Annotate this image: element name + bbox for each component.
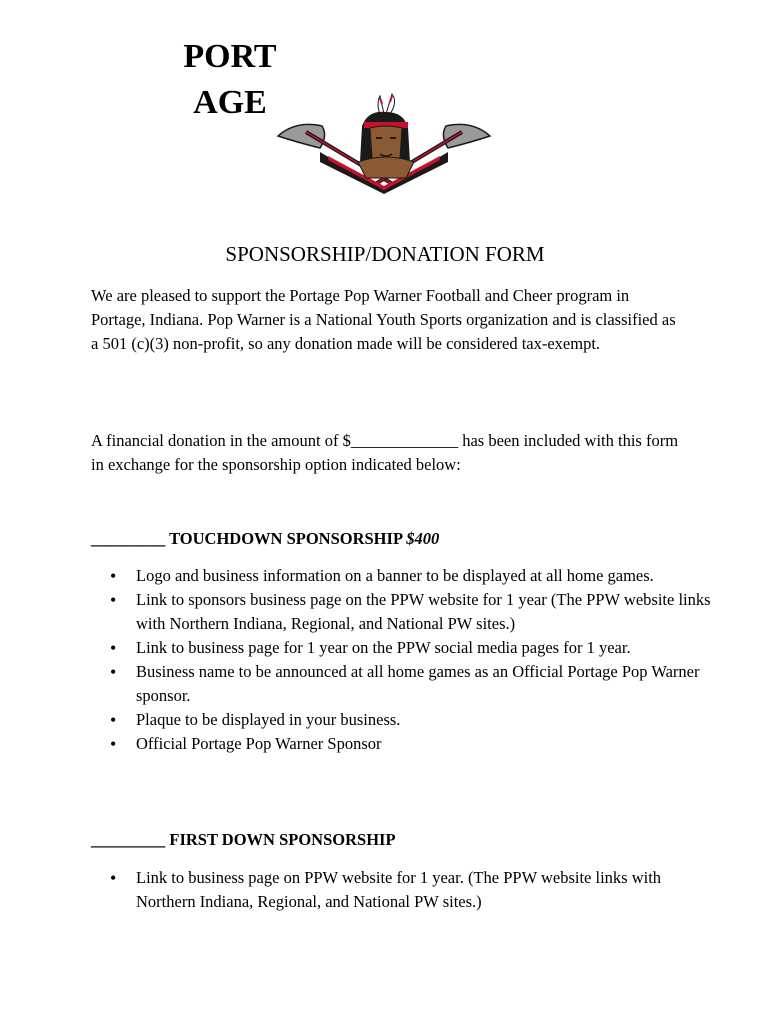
- list-item: • Logo and business information on a banner to be displayed at all home games.: [136, 564, 716, 588]
- intro-paragraph: We are pleased to support the Portage Pop Warner Football and Cheer program in Portage, Indiana. Pop Warner is a National Youth Sports organization and is classified as a 501 (c)(3) non-profit, so any donation made will be considered tax-exempt.: [91, 286, 676, 353]
- first-down-heading: [91, 830, 681, 850]
- logo-title: [180, 34, 280, 126]
- first-down-name: FIRST DOWN SPONSORSHIP: [169, 830, 396, 849]
- list-item: • Link to business page on PPW website for 1 year. (The PPW website links with Northern Indiana, Regional, and National PW sites.): [136, 866, 716, 914]
- list-item: • Business name to be announced at all home games as an Official Portage Pop Warner sponsor.: [136, 660, 716, 708]
- list-item: • Plaque to be displayed in your business.: [136, 708, 716, 732]
- touchdown-name: TOUCHDOWN SPONSORSHIP: [169, 529, 407, 548]
- logo-title-line1: PORT: [183, 38, 277, 75]
- touchdown-heading: [91, 529, 681, 549]
- list-item: • Link to business page for 1 year on the PPW social media pages for 1 year.: [136, 636, 716, 660]
- touchdown-price: $400: [406, 529, 440, 548]
- form-title: SPONSORSHIP/DONATION FORM: [225, 242, 545, 266]
- warrior-head-crossed-axes-icon: [276, 92, 492, 194]
- logo-title-line2: AGE: [193, 84, 267, 121]
- donation-paragraph: A financial donation in the amount of $_____________ has been included with this form in exchange for the sponsorship option indicated below:: [91, 431, 679, 474]
- touchdown-blank: _________: [91, 529, 170, 548]
- list-item: • Link to sponsors business page on the PPW website for 1 year (The PPW website links with Northern Indiana, Regional, and National PW sites.): [136, 588, 716, 636]
- list-item: • Official Portage Pop Warner Sponsor: [136, 732, 716, 756]
- first-down-blank: _________: [91, 830, 170, 849]
- touchdown-benefits-list: [91, 564, 716, 756]
- first-down-benefits-list: [91, 866, 716, 914]
